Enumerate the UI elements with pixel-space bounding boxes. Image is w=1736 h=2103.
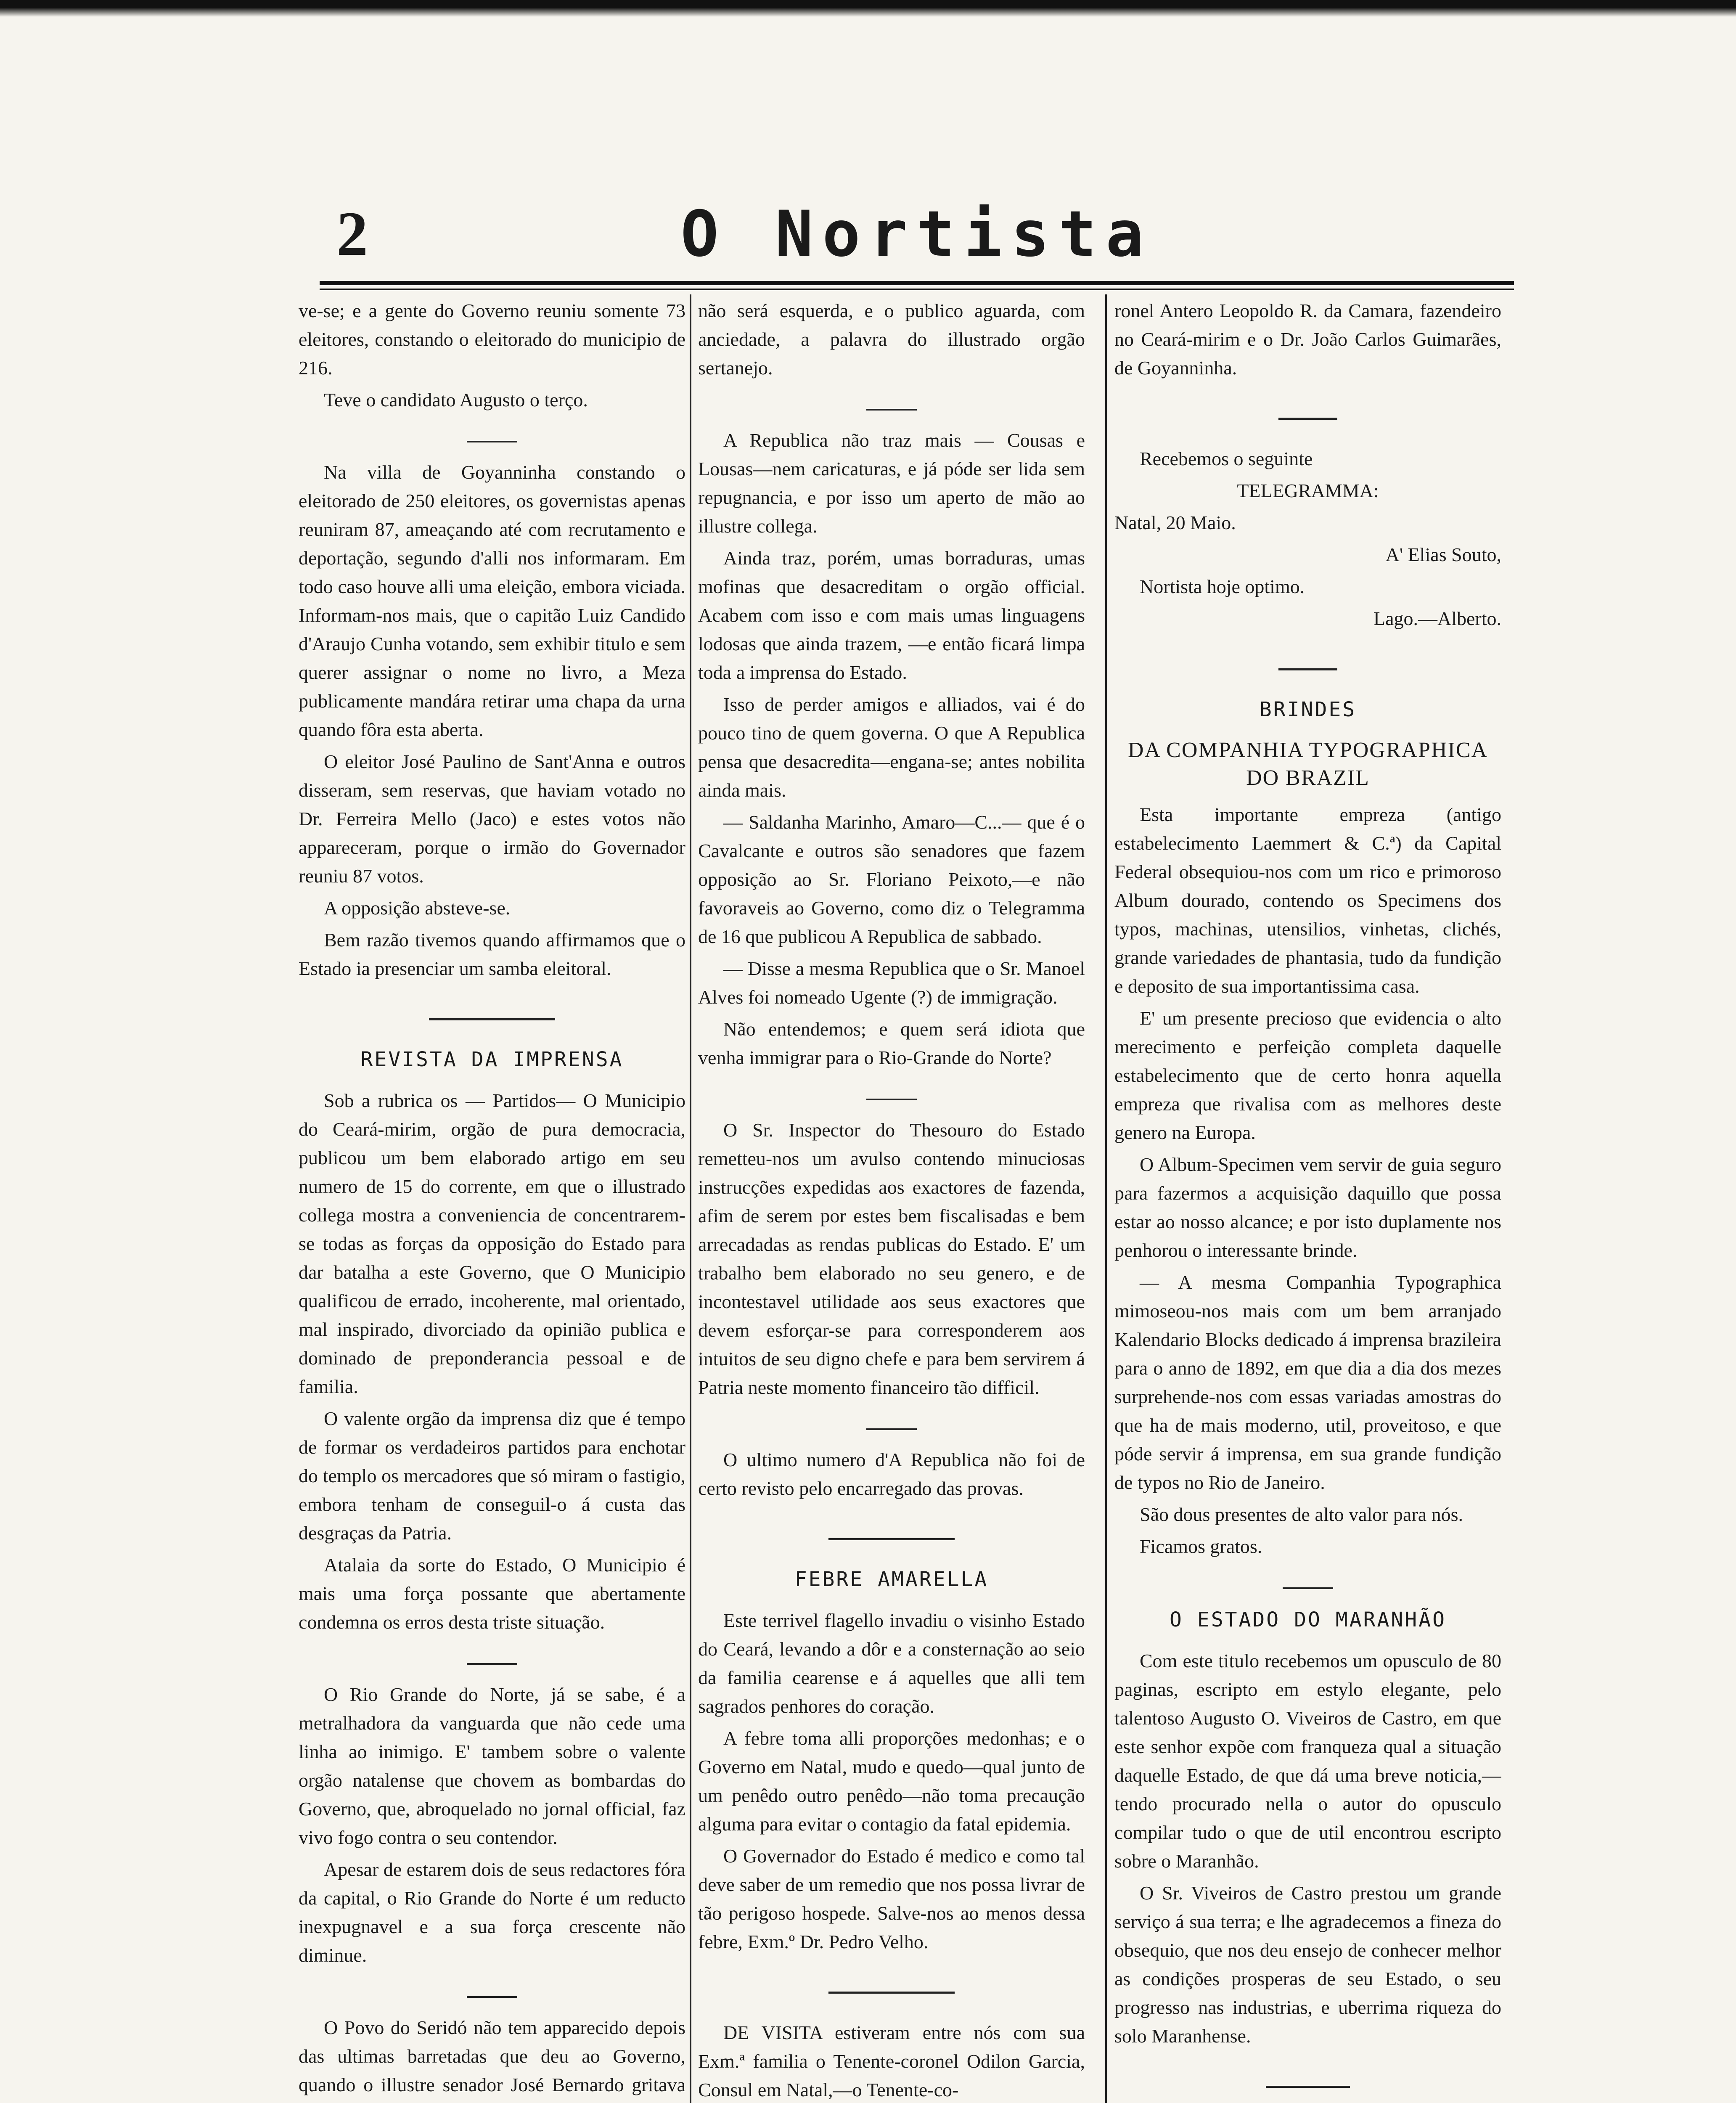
paragraph: A opposição absteve-se. [324, 897, 511, 919]
paragraph: Na villa de Goyanninha constando o eleitorado de 250 eleitores, os governistas apenas reuniram 87, ameaçando até com recrutamento e deportação, segundo d'alli nos informaram. Em todo caso houve alli uma eleição, embora viciada. Informam-nos mais, que o capitão Luiz Candido d'Araujo Cunha votando, sem exhibir titulo e sem querer assignar o nome no livro, a Meza publicamente mandára retirar uma chapa da urna quando fôra esta aberta. [299, 461, 685, 740]
paragraph: não será esquerda, e o publico aguarda, com anciedade, a palavra do illustrado orgão sertanejo. [698, 300, 1085, 379]
column-2 [698, 297, 1085, 2103]
paragraph: O Rio Grande do Norte, já se sabe, é a metralhadora da vanguarda que não cede uma linha ao inimigo. E' tambem sobre o valente orgão natalense que chovem as bombardas do Governo, que, abroquelado no jornal official, faz vivo fogo contra o seu contendor. [299, 1684, 685, 1848]
paragraph: Ficamos gratos. [1140, 1536, 1262, 1557]
paragraph: O Sr. Viveiros de Castro prestou um grande serviço á sua terra; e lhe agradecemos a fineza do obsequio, que nos deu ensejo de conhecer melhor as condições prosperas de seu Estado, o seu progresso nas industrias, e uberrima riqueza do solo Maranhense. [1114, 1882, 1501, 2047]
telegram-title: TELEGRAMMA: [1237, 480, 1379, 501]
ornament-divider [698, 1520, 1085, 1548]
paragraph: Não entendemos; e quem será idiota que venha immigrar para o Rio-Grande do Norte? [698, 1018, 1085, 1068]
paragraph: E' um presente precioso que evidencia o alto merecimento e perfeição completa daquelle estabelecimento que de certo honra aquella empreza que rivalisa com as melhores deste genero na Europa. [1114, 1007, 1501, 1143]
paragraph: — A mesma Companhia Typographica mimoseou-nos mais com um bem arranjado Kalendario Blocks dedicado á imprensa brazileira para o anno de 1892, em que dia a dia dos mezes surprehende-nos com essas variadas amostras do que ha de mais moderno, util, proveitoso, e que póde servir á imprensa, em sua grande fundição de typos no Rio de Janeiro. [1114, 1271, 1501, 1493]
paragraph: Teve o candidato Augusto o terço. [324, 389, 588, 411]
paragraph: ronel Antero Leopoldo R. da Camara, fazendeiro no Ceará-mirim e o Dr. João Carlos Guimarães, de Goyanninha. [1114, 300, 1501, 379]
paragraph: A febre toma alli proporções medonhas; e o Governo em Natal, mudo e quedo—qual junto de um penêdo outro penêdo—não toma precaução alguma para evitar o contagio da fatal epidemia. [698, 1727, 1085, 1835]
separator [299, 1977, 685, 2006]
column-1 [299, 297, 685, 2103]
paragraph: São dous presentes de alto valor para nós. [1140, 1504, 1463, 1525]
paragraph: Bem razão tivemos quando affirmamos que o Estado ia presenciar um samba eleitoral. [299, 929, 685, 979]
ornament-divider [1114, 399, 1501, 428]
paragraph: O Governador do Estado é medico e como tal deve saber de um remedio que nos possa livrar de tão perigoso hospede. Salve-nos ao menos dessa febre, Exm.º Dr. Pedro Velho. [698, 1845, 1085, 1952]
paragraph: — Saldanha Marinho, Amaro—C...— que é o Cavalcante e outros são senadores que fazem opposição ao Sr. Floriano Peixoto,—e não favoraveis ao Governo, como diz o Telegramma de 16 que publicou A Republica de sabbado. [698, 811, 1085, 947]
paragraph: Esta importante empreza (antigo estabelecimento Laemmert & C.ª) da Capital Federal obsequiou-nos com um rico e primoroso Album dourado, contendo os Specimens dos typos, machinas, utensilios, vinhetas, clichés, grande variedades de phantasia, tudo da fundição e deposito de sua importantissima casa. [1114, 804, 1501, 997]
separator [698, 1409, 1085, 1438]
page-number: 2 [336, 199, 368, 269]
paragraph: Recebemos o seguinte [1140, 448, 1313, 469]
section-title: REVISTA DA IMPRENSA [360, 1048, 624, 1071]
paragraph: Atalaia da sorte do Estado, O Municipio é mais uma força possante que abertamente condemna os erros desta triste situação. [299, 1554, 685, 1633]
separator [1114, 1568, 1501, 1597]
paragraph: O Sr. Inspector do Thesouro do Estado remetteu-nos um avulso contendo minuciosas instrucções expedidas aos exactores de fazenda, afim de serem por estes bem fiscalisadas e bem arrecadadas as rendas publicas do Estado. E' um trabalho bem elaborado no seu genero, e de incontestavel utilidade aos seus exactores que devem esforçar-se para corresponderem aos intuitos de seu digno chefe e para bem servirem á Patria neste momento financeiro tão difficil. [698, 1119, 1085, 1398]
paragraph: A Republica não traz mais — Cousas e Lousas—nem caricaturas, e já póde ser lida sem repugnancia, e por isso um aperto de mão ao illustre collega. [698, 429, 1085, 537]
paragraph: — Disse a mesma Republica que o Sr. Manoel Alves foi nomeado Ugente (?) de immigração. [698, 958, 1085, 1008]
telegram-body: Nortista hoje optimo. [1140, 576, 1305, 597]
paragraph: Com este titulo recebemos um opusculo de 80 paginas, escripto em estylo elegante, pelo talentoso Augusto O. Viveiros de Castro, em que este senhor expõe com franqueza qual a situação daquelle Estado, de que dá uma breve noticia,—tendo procurado nella o autor do opusculo compilar tudo o que de util encontrou escripto sobre o Maranhão. [1114, 1650, 1501, 1872]
ornament-divider [1114, 650, 1501, 678]
ornament-divider [1114, 2067, 1501, 2096]
top-scan-border [0, 0, 1736, 17]
column-divider [690, 294, 691, 2103]
paragraph: Este terrivel flagello invadiu o visinho Estado do Ceará, levando a dôr e a consternação ao seio da familia cearense e á aquelles que alli tem sagrados penhores do coração. [698, 1610, 1085, 1717]
separator [299, 422, 685, 450]
paragraph: O valente orgão da imprensa diz que é tempo de formar os verdadeiros partidos para enchotar do templo os mercadores que só miram o fastigio, embora tenham de conseguil-o á custa das desgraças da Patria. [299, 1408, 685, 1544]
telegram-recipient: A' Elias Souto, [1385, 544, 1501, 565]
header-rule [320, 281, 1514, 290]
telegram-place: Natal, 20 Maio. [1114, 512, 1236, 533]
column-divider [1105, 294, 1107, 2103]
paragraph: Apesar de estarem dois de seus redactores fóra da capital, o Rio Grande do Norte é um reducto inexpugnavel e a sua força crescente não diminue. [299, 1859, 685, 1966]
separator [698, 1080, 1085, 1108]
ornament-divider [299, 1000, 685, 1028]
page-header [320, 198, 1514, 278]
section-title: O ESTADO DO MARANHÃO [1170, 1608, 1446, 1632]
column-3 [1114, 297, 1501, 2103]
ornament-divider [698, 1973, 1085, 2002]
paragraph: Ainda traz, porém, umas borraduras, umas mofinas que desacreditam o orgão official. Acabem com isso e com mais umas linguagens lodosas que ainda trazem, —e então ficará limpa toda a imprensa do Estado. [698, 547, 1085, 683]
section-subtitle: DA COMPANHIA TYPOGRAPHICA DO BRAZIL [1127, 738, 1488, 790]
paragraph: O Povo do Seridó não tem apparecido depois das ultimas barretadas que deu ao Governo, quando o illustre senador José Bernardo gritava [299, 2017, 685, 2095]
paragraph: Isso de perder amigos e alliados, vai é do pouco tino de quem governa. O que A Republica pensa que desacredita—engana-se; antes nobilita ainda mais. [698, 694, 1085, 801]
paragraph: O Album-Specimen vem servir de guia seguro para fazermos a acquisição daquillo que possa estar ao nosso alcance; e por isto duplamente nos penhorou o interessante brinde. [1114, 1154, 1501, 1261]
section-title: FEBRE AMARELLA [794, 1568, 989, 1591]
telegram-signature: Lago.—Alberto. [1373, 608, 1501, 629]
paragraph: DE VISITA estiveram entre nós com sua Exm.ª familia o Tenente-coronel Odilon Garcia, Consul em Natal,—o Tenente-co- [698, 2022, 1085, 2100]
paragraph: O ultimo numero d'A Republica não foi de certo revisto pelo encarregado das provas. [698, 1449, 1085, 1499]
separator [698, 390, 1085, 418]
paragraph: ve-se; e a gente do Governo reuniu somente 73 eleitores, constando o eleitorado do municipio de 216. [299, 300, 685, 379]
paragraph: Sob a rubrica os — Partidos— O Municipio do Ceará-mirim, orgão de pura democracia, publicou um bem elaborado artigo em seu numero de 15 do corrente, em que o illustrado collega mostra a conveniencia de concentrarem-se todas as forças da opposição do Estado para dar batalha a este Governo, que O Municipio qualificou de errado, incoherente, mal orientado, mal inspirado, divorciado da opinião publica e dominado de preponderancia pessoal e de familia. [299, 1090, 685, 1397]
paragraph: O eleitor José Paulino de Sant'Anna e outros disseram, sem reservas, que haviam votado no Dr. Ferreira Mello (Jaco) e estes votos não appareceram, porque o irmão do Governador reuniu 87 votos. [299, 751, 685, 887]
separator [299, 1644, 685, 1673]
masthead-title: O Nortista [680, 198, 1153, 271]
section-title: BRINDES [1259, 698, 1357, 721]
